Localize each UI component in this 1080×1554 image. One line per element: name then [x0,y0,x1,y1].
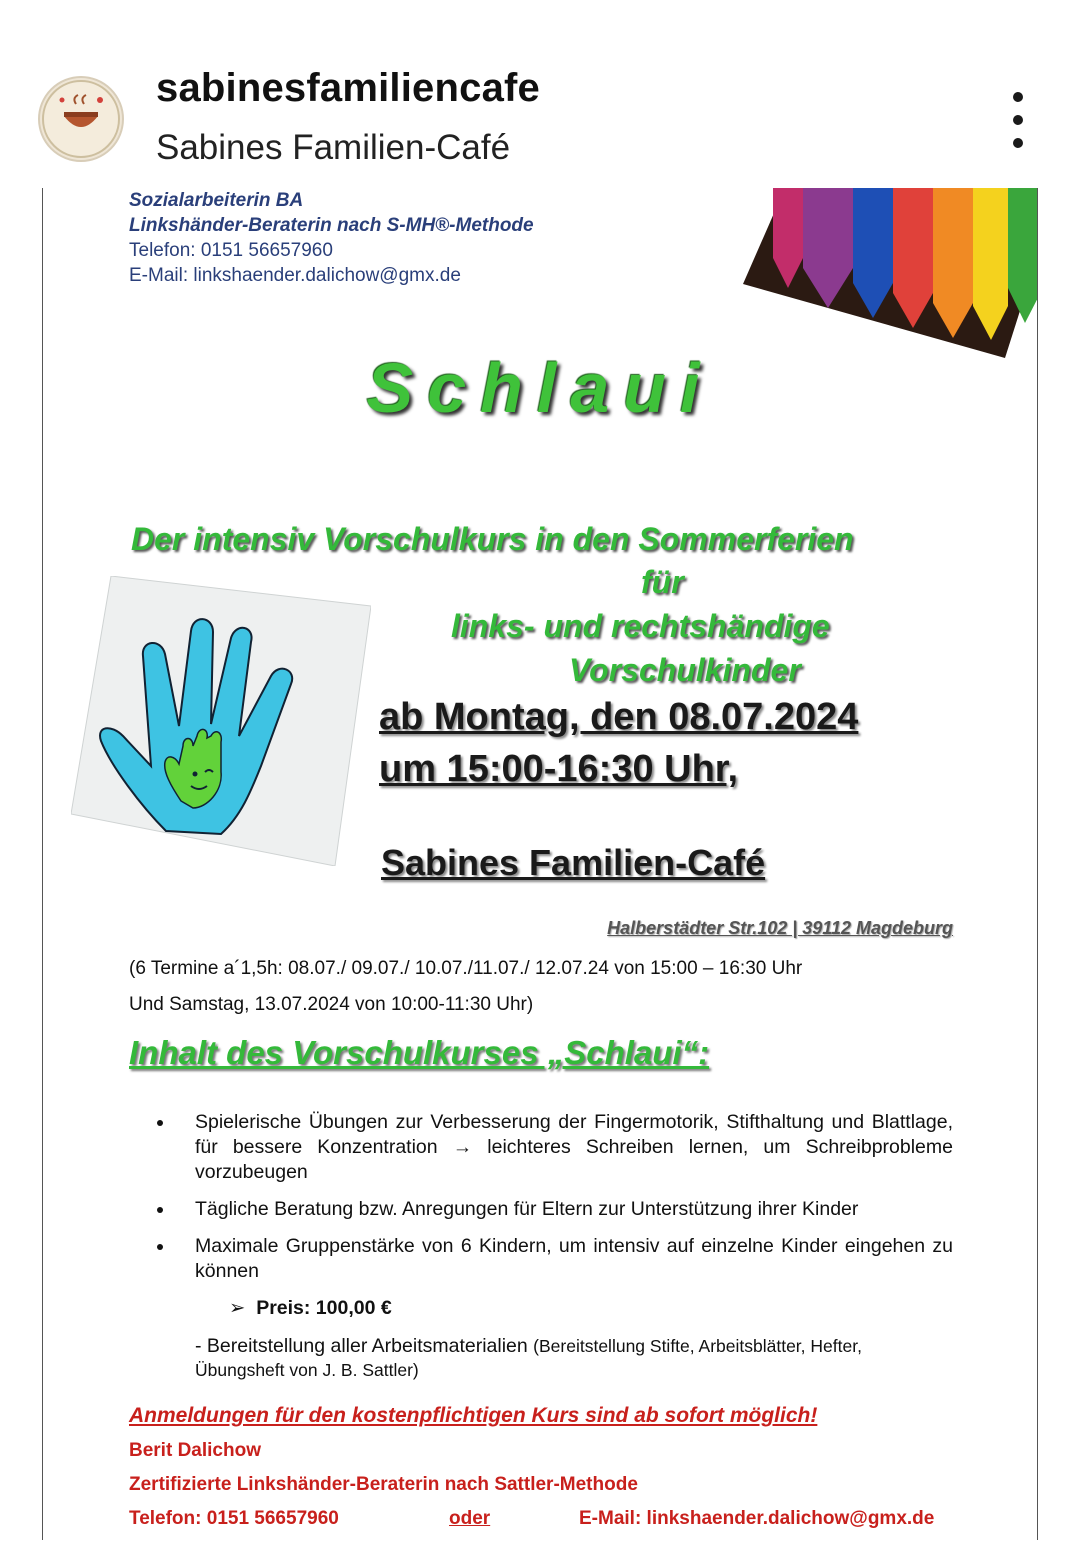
bullet-icon [157,1207,163,1213]
profile-avatar[interactable] [38,76,124,162]
flyer-title: Schlaui [366,349,714,427]
contact-role: Sozialarbeiterin BA [129,190,304,211]
subtitle-line-2: für [641,564,684,600]
contact-qualification: Linkshänder-Beraterin nach S-MH®-Methode [129,215,534,236]
contact-or: oder [449,1508,491,1529]
price-text: Preis: 100,00 € [256,1297,392,1319]
content-heading: Inhalt des Vorschulkurses „Schlaui“: [129,1034,710,1071]
contact-title: Zertifizierte Linkshänder-Beraterin nach Sattler-Methode [129,1474,638,1495]
flyer-contact-header [129,188,534,288]
materials-note [195,1334,953,1382]
post-image-flyer [42,188,1038,1540]
more-dot [1013,92,1023,102]
more-dot [1013,115,1023,125]
arrow-bullet-icon: ➢ [229,1297,257,1319]
more-options-icon[interactable] [1000,92,1036,148]
contact-phone-footer: Telefon: 0151 56657960 [129,1508,339,1529]
subtitle-line-3: links- und rechtshändige [451,608,830,644]
hand-image [71,576,371,866]
registration-note: Anmeldungen für den kostenpflichtigen Kurs sind ab sofort möglich! [129,1404,818,1427]
dates-line-1: (6 Termine a´1,5h: 08.07./ 09.07./ 10.07./11.07./ 12.07.24 von 15:00 – 16:30 Uhr [129,958,803,979]
location-name: Sabines Familien-Café [381,842,766,883]
contact-phone: Telefon: 0151 56657960 [129,240,333,261]
more-dot [1013,138,1023,148]
profile-username[interactable]: sabinesfamiliencafe [156,66,540,110]
list-item [129,1110,953,1185]
list-item-text: Spielerische Übungen zur Verbesserung der Fingermotorik, Stifthaltung und Blattlage, für bessere Konzentration → leichteres Schreiben lernen, um Schreibprobleme vorzubeugen [195,1111,953,1183]
cafe-logo-icon [40,78,122,160]
subtitle-line-1: Der intensiv Vorschulkurs in den Sommerferien [131,521,854,557]
list-item-text: Maximale Gruppenstärke von 6 Kindern, um intensiv auf einzelne Kinder eingehen zu können [195,1235,953,1282]
subtitle-line-4: Vorschulkinder [569,652,801,688]
content-list [129,1110,953,1296]
contact-email: E-Mail: linkshaender.dalichow@gmx.de [129,265,461,286]
contact-email-footer: E-Mail: linkshaender.dalichow@gmx.de [579,1508,935,1529]
list-item-text: Tägliche Beratung bzw. Anregungen für Eltern zur Unterstützung ihrer Kinder [195,1198,859,1220]
list-item [129,1234,953,1284]
price [229,1296,392,1320]
profile-display-name: Sabines Familien-Café [156,128,511,167]
colored-pencils-image [743,188,1038,358]
contact-name: Berit Dalichow [129,1440,261,1461]
location-address: Halberstädter Str.102 | 39112 Magdeburg [607,918,953,938]
materials-main: - Bereitstellung aller Arbeitsmaterialien [195,1335,528,1357]
course-start-date: ab Montag, den 08.07.2024 [379,696,859,738]
bullet-icon [157,1120,163,1126]
course-time: um 15:00-16:30 Uhr, [379,748,739,790]
list-item [129,1197,953,1222]
bullet-icon [157,1244,163,1250]
materials-detail: (Bereitstellung Stifte, Arbeitsblätter, Hefter, Übungsheft von J. B. Sattler) [195,1336,862,1380]
dates-line-2: Und Samstag, 13.07.2024 von 10:00-11:30 Uhr) [129,994,534,1015]
